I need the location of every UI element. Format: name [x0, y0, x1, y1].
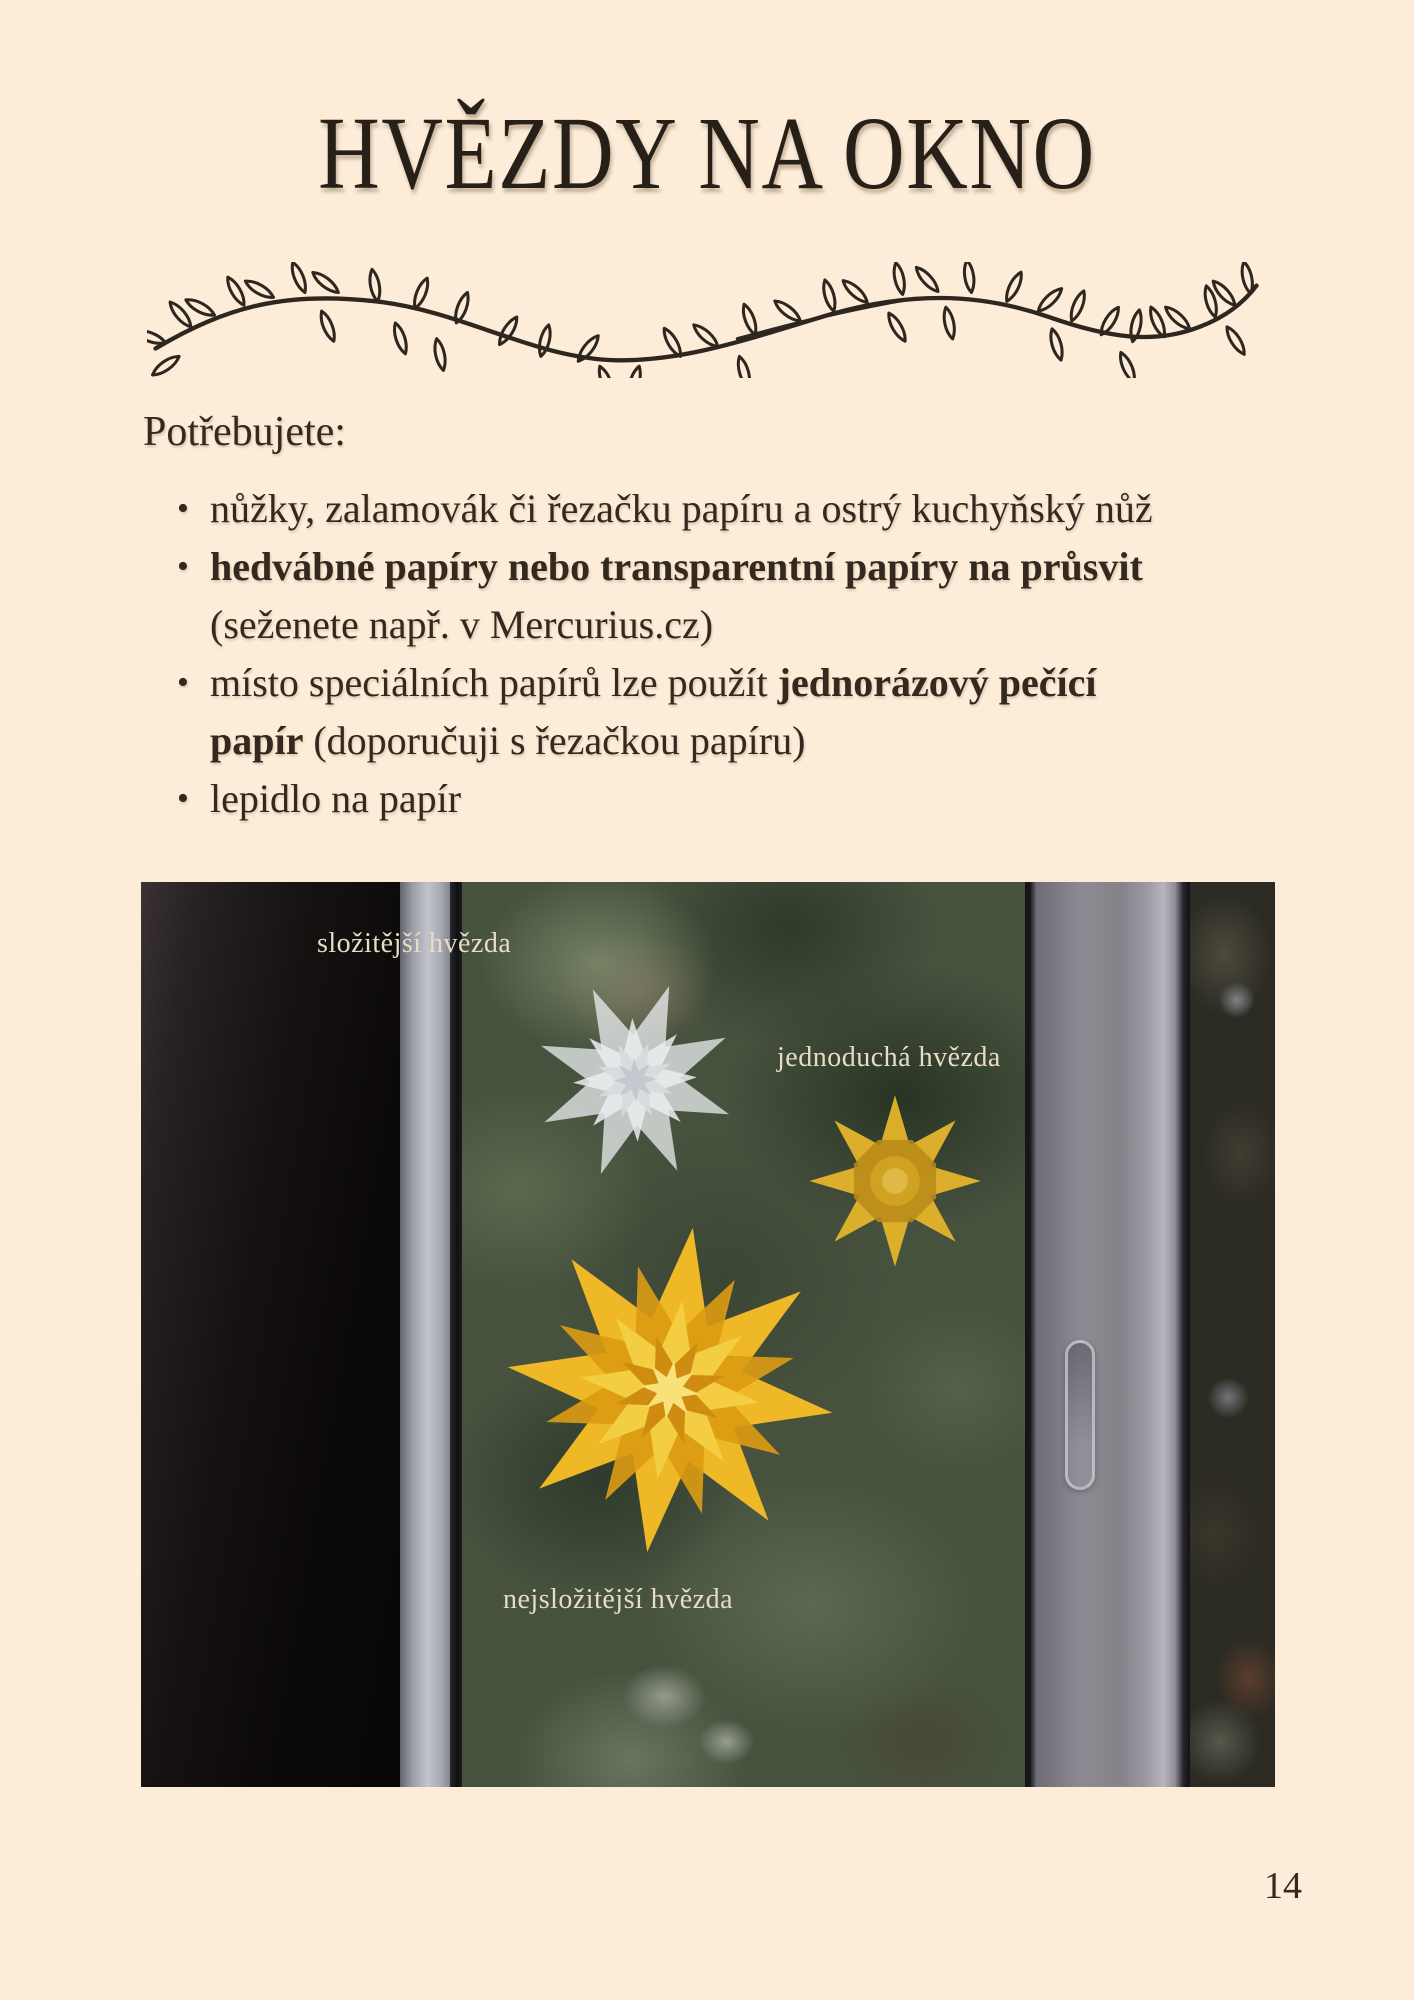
- window-frame-left-edge: [450, 882, 462, 1787]
- window-glass-right: [1190, 882, 1275, 1787]
- material-text: lepidlo na papír: [210, 776, 462, 821]
- window-photo: [141, 882, 1275, 1787]
- bullet-dot: •: [177, 780, 189, 817]
- window-handle: [1065, 1340, 1095, 1490]
- page-title: HVĚZDY NA OKNO: [318, 96, 1096, 211]
- curtain: [141, 882, 400, 1787]
- window-frame-left: [400, 882, 450, 1787]
- vine-ornament-icon: [147, 262, 1267, 378]
- bullet-dot: •: [177, 490, 189, 527]
- photo-label-complex-star: složitější hvězda: [317, 928, 512, 959]
- materials-list: [170, 480, 1300, 828]
- page-number: 14: [1264, 1865, 1302, 1907]
- material-item: [170, 770, 1300, 828]
- material-item: [170, 480, 1300, 538]
- bullet-dot: •: [177, 548, 189, 585]
- photo-label-simple-star: jednoduchá hvězda: [777, 1042, 1001, 1073]
- bullet-dot: •: [177, 664, 189, 701]
- large-yellow-star-icon: [476, 1196, 865, 1585]
- photo-label-most-complex-star: nejsložitější hvězda: [503, 1584, 734, 1615]
- material-item: [170, 654, 1300, 770]
- material-text: místo speciálních papírů lze použít jednorázový pečící papír (doporučuji s řezačkou papíru): [210, 660, 1097, 763]
- material-text: nůžky, zalamovák či řezačku papíru a ostrý kuchyňský nůž: [210, 486, 1153, 531]
- window-frame-center: [1025, 882, 1190, 1787]
- materials-heading: Potřebujete:: [143, 409, 346, 455]
- material-item: [170, 538, 1300, 654]
- material-text: hedvábné papíry nebo transparentní papíry na průsvit (seženete např. v Mercurius.cz): [210, 544, 1143, 647]
